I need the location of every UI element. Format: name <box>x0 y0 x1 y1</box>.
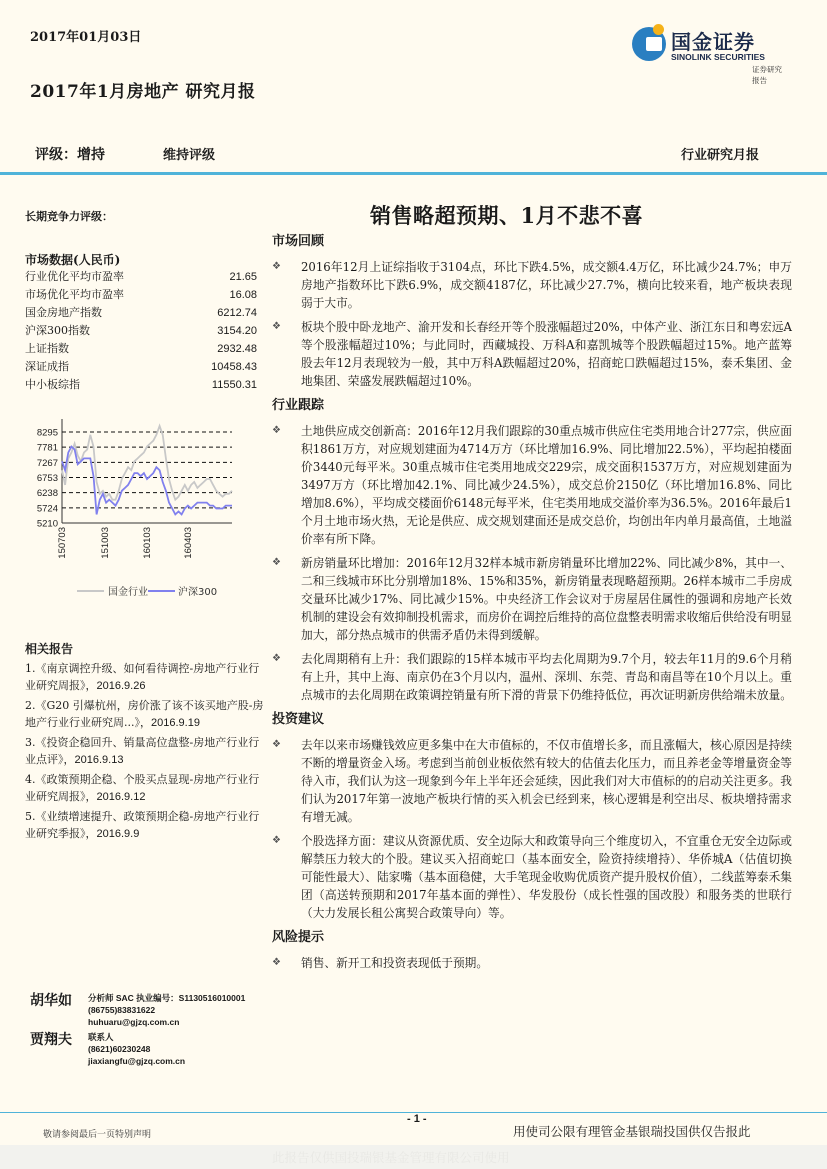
svg-text:150703: 150703 <box>57 527 68 559</box>
svg-text:6753: 6753 <box>36 472 58 484</box>
svg-text:8295: 8295 <box>36 427 58 439</box>
bullet-item: ❖ 2016年12月上证综指收于3104点，环比下跌4.5%，成交额4.4万亿，环比减少24.7%；申万房地产指数环比下跌6.9%，成交额4187亿，环比减少27.7%，横向比较来看，地产板块表现弱于大市。 <box>272 260 792 310</box>
bullet-item: ❖ 土地供应成交创新高：2016年12月我们跟踪的30重点城市供应住宅类用地合计277宗，供应面积1861万方，对应规划建面为4714万方（环比增加16.9%、同比增加22.5%），平均起拍楼面价3440元每平米。30重点城市住宅类用地成交229宗，成交面积1537万方，对应规划建面为3497万方（环比增加42.1%、同比减少24.5%），成交总价2150亿（环比增加16.8%、同比增加8.6%），平均成交楼面价6148元每平米，住宅类用地成交溢价率为36.5%。2016年最后1个月土地市场火热，无论是供应、成交规划建面还是成交总价，均创出年内单月最高值，土地溢价率有所下降。 <box>272 424 792 546</box>
svg-text:160403: 160403 <box>183 527 194 559</box>
diamond-bullet-icon: ❖ <box>272 557 281 568</box>
disclaimer-note: 敬请参阅最后一页特别声明 <box>43 1130 152 1140</box>
row-label: 国金房地产指数 <box>25 306 102 319</box>
row-value: 10458.43 <box>211 361 257 373</box>
diamond-bullet-icon: ❖ <box>272 739 281 750</box>
watermark-text: 此报告仅供国投瑞银基金管理有限公司使用 <box>272 1150 510 1165</box>
bullet-item: ❖ 去化周期稍有上升：我们跟踪的15样本城市平均去化周期为9.7个月，较去年11月的9.6个月稍有上升，其中上海、南京仍在3个月以内，温州、深圳、东莞、青岛和南昌等在10个月以上。重点城市的去化周期在政策调控销量有所下滑的背景下仍维持低位，再次证明新房供给端未放量。 <box>272 652 792 702</box>
svg-text:5724: 5724 <box>36 503 58 515</box>
market-data-row <box>25 268 257 286</box>
analyst-info <box>88 992 245 1028</box>
row-label: 行业优化平均市盈率 <box>25 270 124 283</box>
svg-text:160103: 160103 <box>142 527 153 559</box>
row-label: 上证指数 <box>25 342 69 355</box>
diamond-bullet-icon: ❖ <box>272 321 281 332</box>
report-type: 行业研究月报 <box>681 148 760 163</box>
row-value: 16.08 <box>229 289 257 301</box>
svg-text:国金行业: 国金行业 <box>108 587 148 598</box>
svg-text:7267: 7267 <box>36 457 58 469</box>
related-report-link[interactable]: 5.《业绩增速提升、政策预期企稳-房地产行业行业研究季报》，2016.9.9 <box>25 810 260 840</box>
row-label: 中小板综指 <box>25 378 80 391</box>
bullet-item: ❖ 个股选择方面：建议从资源优质、安全边际大和政策导向三个维度切入，不宜重仓无安全边际或解禁压力较大的个股。建议买入招商蛇口（基本面安全，险资持续增持）、华侨城A（估值切换可能性最大）、陆家嘴（基本面稳健，大手笔现金收购优质资产提升股权价值），二线蓝筹泰禾集团（高送转预期和2017年基本面的弹性）、华发股份（成长性强的国改股）和服务类的世联行（大力发展长租公寓契合政策导向）等。 <box>272 834 792 920</box>
market-data-row <box>25 358 257 376</box>
market-data-row <box>25 322 257 340</box>
bullet-item: ❖ 去年以来市场赚钱效应更多集中在大市值标的，不仅市值增长多，而且涨幅大，核心原因是持续不断的增量资金入场。考虑到当前创业板依然有较大的估值去化压力，而且养老金等增量资金等待入市，我们认为这一现象到今年上半年还会延续，因此我们对大市值标的的启动关注更多。我们认为2017年第一波地产板块行情的买入机会已经到来，核心逻辑是利空出尽、板块增持需求有增无减。 <box>272 738 792 824</box>
svg-text:5210: 5210 <box>36 518 58 530</box>
rating-action: 维持评级 <box>163 148 216 163</box>
row-value: 11550.31 <box>211 379 257 391</box>
bullet-item: ❖ 销售、新开工和投资表现低于预期。 <box>272 956 489 970</box>
main-headline: 销售略超预期、1月不悲不喜 <box>370 203 644 228</box>
logo-en-text: SINOLINK SECURITIES <box>671 52 765 62</box>
bullet-item: ❖ 板块个股中卧龙地产、渝开发和长春经开等个股涨幅超过20%，中体产业、浙江东日和粤宏远A等个股涨幅超过10%；与此同时，西藏城投、万科A和嘉凯城等个股跌幅超过15%。地产蓝筹股去年12月表现较为一般，其中万科A跌幅超过20%，招商蛇口跌幅超过15%，泰禾集团、金地集团、荣盛发展跌幅超过10%。 <box>272 320 792 388</box>
analyst-phone: (86755)83831622 <box>88 1005 156 1015</box>
market-data-row <box>25 376 257 394</box>
market-data-row <box>25 286 257 304</box>
analyst-name: 胡华如 <box>30 993 72 1009</box>
usage-notice: 用使司公限有理管金基银瑞投国供仅告报此 <box>513 1124 751 1139</box>
diamond-bullet-icon: ❖ <box>272 261 281 272</box>
diamond-bullet-icon: ❖ <box>272 425 281 436</box>
contact-role: 联系人 <box>88 1032 114 1042</box>
analyst-cert: 分析师 SAC 执业编号：S1130516010001 <box>88 993 246 1003</box>
row-label: 沪深300指数 <box>25 324 90 337</box>
section-heading: 风险提示 <box>272 930 325 945</box>
svg-text:151003: 151003 <box>100 527 111 559</box>
market-data-table <box>25 268 257 394</box>
row-value: 3154.20 <box>217 325 257 337</box>
diamond-bullet-icon: ❖ <box>272 957 281 968</box>
related-report-link[interactable]: 4.《政策预期企稳、个股买点显现-房地产行业行业研究周报》，2016.9.12 <box>25 773 260 803</box>
section-heading: 市场回顾 <box>272 234 325 249</box>
main-content <box>272 232 792 978</box>
related-report-link[interactable]: 3.《投资企稳回升、销量高位盘整-房地产行业行业点评》，2016.9.13 <box>25 736 260 766</box>
section-heading: 行业跟踪 <box>272 398 325 413</box>
logo-cn-text: 国金证券 <box>671 30 755 54</box>
bullet-item: ❖ 新房销量环比增加：2016年12月32样本城市新房销量环比增加22%、同比减少8%，其中一、二和三线城市环比分别增加18%、15%和35%，新房销量表现略超预期。26样本城市二手房成交量环比减少17%、同比减少15%。中央经济工作会议对于房屋居住属性的强调和房地产长效机制的建设会有效抑制投机需求，而房价在调控后维持的高位盘整表明需求收缩后供给没有明显加大，部分热点城市的供需矛盾仍未得到缓解。 <box>272 556 792 642</box>
index-line-chart <box>22 415 257 610</box>
market-data-title: 市场数据(人民币) <box>25 253 121 267</box>
diamond-bullet-icon: ❖ <box>272 653 281 664</box>
row-value: 21.65 <box>229 271 257 283</box>
svg-text:7781: 7781 <box>36 442 58 454</box>
watermark-band <box>0 1145 827 1169</box>
contact-name: 贾翔夫 <box>30 1032 72 1048</box>
page-number: - 1 - <box>407 1113 427 1125</box>
long-term-rating-label: 长期竞争力评级： <box>25 210 113 223</box>
contact-email[interactable]: jiaxiangfu@gjzq.com.cn <box>88 1056 186 1066</box>
row-label: 深证成指 <box>25 360 69 373</box>
related-reports-list <box>25 660 265 845</box>
svg-text:沪深300: 沪深300 <box>178 587 218 598</box>
related-reports-title: 相关报告 <box>25 642 74 656</box>
analyst-email[interactable]: huhuaru@gjzq.com.cn <box>88 1017 180 1027</box>
row-value: 6212.74 <box>217 307 257 319</box>
related-report-link[interactable]: 1.《南京调控升级、如何看待调控-房地产行业行业研究周报》，2016.9.26 <box>25 662 260 692</box>
report-title: 2017年1月房地产 研究月报 <box>30 82 256 102</box>
logo-subtitle: 证券研究报告 <box>752 65 782 85</box>
market-data-row <box>25 340 257 358</box>
row-label: 市场优化平均市盈率 <box>25 288 124 301</box>
market-data-row <box>25 304 257 322</box>
contact-phone: (8621)60230248 <box>88 1044 151 1054</box>
header-divider <box>0 172 827 175</box>
diamond-bullet-icon: ❖ <box>272 835 281 846</box>
row-value: 2932.48 <box>217 343 257 355</box>
related-report-link[interactable]: 2.《G20 引爆杭州，房价涨了该不该买地产股-房地产行业行业研究周...》，2016.9.19 <box>25 699 264 729</box>
contact-info <box>88 1031 185 1067</box>
report-date: 2017年01月03日 <box>30 30 142 45</box>
company-logo <box>629 24 789 85</box>
svg-text:6238: 6238 <box>36 488 58 500</box>
logo-dot-icon <box>653 24 664 35</box>
section-heading: 投资建议 <box>272 712 325 727</box>
rating-label: 评级：增持 <box>35 147 105 163</box>
